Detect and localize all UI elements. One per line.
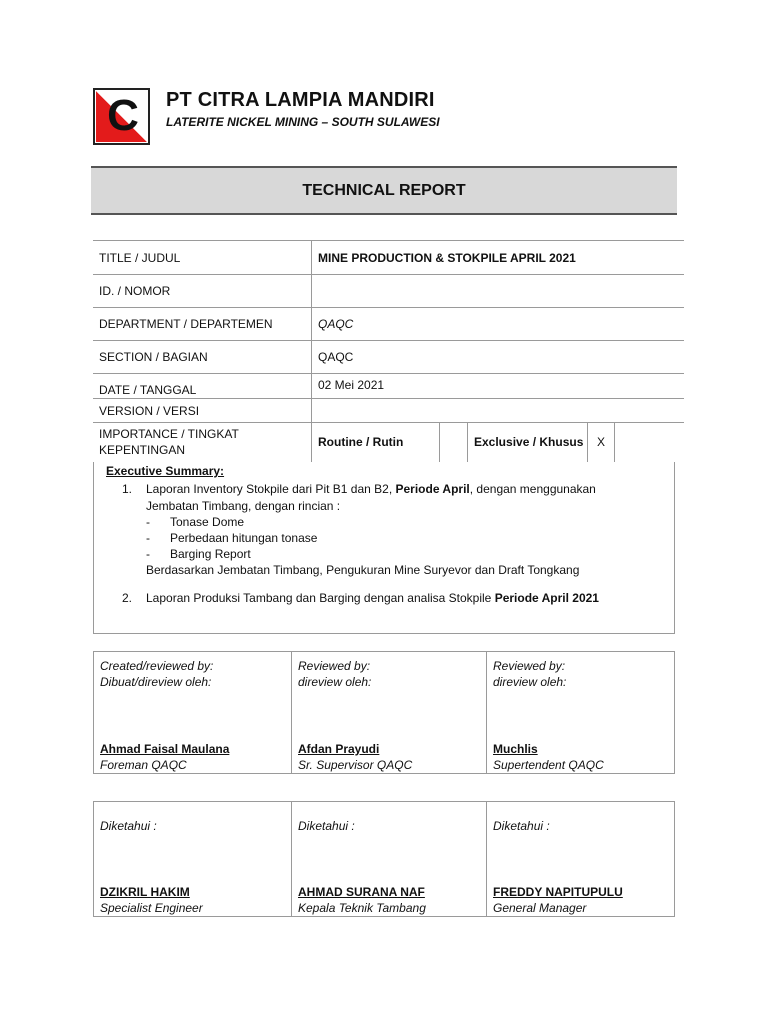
summary-text-bold: Periode April — [395, 482, 470, 496]
info-row — [93, 374, 684, 399]
summary-bullet: Barging Report — [170, 547, 251, 561]
summary-bullet: Tonase Dome — [170, 515, 245, 529]
signature-role: Reviewed by: — [493, 659, 566, 673]
signatory-title: General Manager — [493, 901, 587, 915]
info-row — [93, 241, 684, 275]
info-row — [93, 399, 684, 423]
signature-role: Diketahui : — [298, 819, 355, 833]
info-value-version — [312, 399, 685, 423]
company-subtitle: LATERITE NICKEL MINING – SOUTH SULAWESI — [166, 115, 440, 129]
summary-item-1-footer: Berdasarkan Jembatan Timbang, Pengukuran Mine Suryevor dan Draft Tongkang — [146, 563, 580, 577]
summary-text: Laporan Produksi Tambang dan Barging dengan analisa Stokpile — [146, 591, 495, 605]
importance-label-line2: KEPENTINGAN — [99, 443, 186, 457]
info-label: TITLE / JUDUL — [93, 241, 312, 275]
acknowledgement-signature-table — [93, 801, 675, 917]
signature-role: Reviewed by: — [298, 659, 371, 673]
signatory-title: Specialist Engineer — [100, 901, 203, 915]
signatory-name: AHMAD SURANA NAF — [298, 885, 425, 899]
importance-exclusive-checkbox: X — [596, 435, 605, 449]
signatory-name: Muchlis — [493, 742, 538, 756]
signature-cell — [292, 652, 487, 774]
summary-item-2 — [146, 591, 599, 605]
info-label: DEPARTMENT / DEPARTEMEN — [93, 308, 312, 341]
company-name: PT CITRA LAMPIA MANDIRI — [166, 89, 435, 111]
importance-routine-label: Routine / Rutin — [318, 435, 404, 449]
signature-role: Diketahui : — [100, 819, 157, 833]
signature-cell — [94, 652, 292, 774]
summary-item-1-line2: Jembatan Timbang, dengan rincian : — [146, 499, 341, 513]
info-row — [93, 341, 684, 374]
svg-text:C: C — [107, 91, 139, 140]
info-label: VERSION / VERSI — [93, 399, 312, 423]
info-label: DATE / TANGGAL — [93, 374, 312, 399]
signatory-title: Kepala Teknik Tambang — [298, 901, 426, 915]
importance-routine-checkbox — [440, 422, 467, 462]
signature-cell — [292, 802, 487, 917]
bullet-dash: - — [146, 515, 150, 529]
importance-exclusive-label: Exclusive / Khusus — [474, 435, 584, 449]
signature-role: Dibuat/direview oleh: — [100, 675, 212, 689]
summary-item-1-line1 — [146, 482, 596, 496]
signature-cell — [487, 652, 675, 774]
report-type-title: TECHNICAL REPORT — [302, 181, 466, 199]
signatory-name: Ahmad Faisal Maulana — [100, 742, 230, 756]
signatory-title: Foreman QAQC — [100, 758, 187, 772]
info-value-title: MINE PRODUCTION & STOKPILE APRIL 2021 — [312, 241, 685, 275]
summary-item-number: 1. — [122, 482, 133, 496]
signature-cell — [94, 802, 292, 917]
info-value-id — [312, 275, 685, 308]
signatory-name: Afdan Prayudi — [298, 742, 380, 756]
signatory-title: Sr. Supervisor QAQC — [298, 758, 413, 772]
report-type-banner — [91, 166, 677, 215]
signature-cell — [487, 802, 675, 917]
executive-summary-title: Executive Summary: — [106, 464, 225, 478]
info-row — [93, 308, 684, 341]
review-signature-table — [93, 651, 675, 774]
bullet-dash: - — [146, 531, 150, 545]
signature-role: direview oleh: — [493, 675, 567, 689]
info-label: ID. / NOMOR — [93, 275, 312, 308]
report-info-table — [93, 240, 684, 423]
summary-bullet: Perbedaan hitungan tonase — [170, 531, 318, 545]
signatory-name: FREDDY NAPITUPULU — [493, 885, 623, 899]
signature-role: Created/reviewed by: — [100, 659, 214, 673]
summary-text: Laporan Inventory Stokpile dari Pit B1 dan B2, — [146, 482, 396, 496]
signatory-name: DZIKRIL HAKIM — [100, 885, 190, 899]
summary-item-number: 2. — [122, 591, 133, 605]
signatory-title: Supertendent QAQC — [493, 758, 604, 772]
signature-role: direview oleh: — [298, 675, 372, 689]
summary-text-bold: Periode April 2021 — [494, 591, 599, 605]
bullet-dash: - — [146, 547, 150, 561]
importance-label-line1: IMPORTANCE / TINGKAT — [99, 427, 239, 441]
info-value-department: QAQC — [312, 308, 685, 341]
signature-role: Diketahui : — [493, 819, 550, 833]
company-logo — [93, 88, 150, 145]
info-row — [93, 275, 684, 308]
summary-text: , dengan menggunakan — [469, 482, 596, 496]
info-value-section: QAQC — [312, 341, 685, 374]
info-label: SECTION / BAGIAN — [93, 341, 312, 374]
info-value-date: 02 Mei 2021 — [312, 374, 685, 399]
importance-row — [93, 422, 684, 462]
